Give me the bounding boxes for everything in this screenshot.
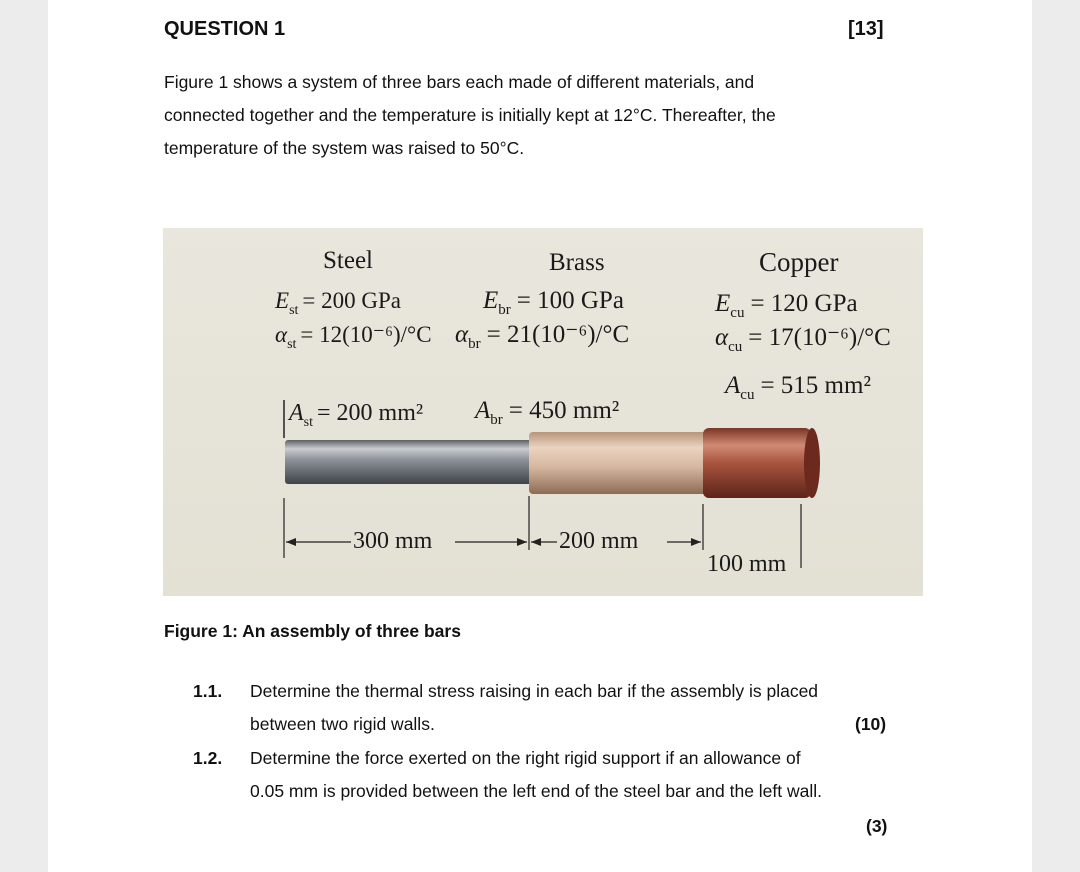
question-intro	[164, 66, 864, 165]
intro-line: temperature of the system was raised to 50°C.	[164, 138, 525, 158]
figure-1-image	[163, 228, 923, 596]
brass-bar	[529, 432, 709, 494]
figure-caption: Figure 1: An assembly of three bars	[164, 621, 461, 641]
subquestion-number: 1.2.	[193, 748, 223, 768]
subquestion-line: between two rigid walls.	[250, 714, 435, 734]
brass-modulus: $E_{br} = 100$ GPa	[483, 287, 624, 318]
dim-arrow	[531, 538, 541, 546]
dim-arrow	[517, 538, 527, 546]
dim-arrow	[691, 538, 701, 546]
steel-bar	[285, 440, 535, 484]
brass-area: $A_{br} = 450$ mm²	[475, 397, 620, 428]
subquestion-text	[250, 742, 890, 808]
copper-bar-end	[804, 428, 820, 498]
dim-100mm: 100 mm	[707, 551, 787, 577]
question-marks: [13]	[848, 18, 884, 40]
subquestion-line: Determine the force exerted on the right rigid support if an allowance of	[250, 748, 801, 768]
dim-200mm: 200 mm	[559, 528, 639, 554]
bar-assembly-diagram	[163, 228, 923, 596]
subquestion-line: Determine the thermal stress raising in each bar if the assembly is placed	[250, 681, 819, 701]
copper-label: Copper	[759, 247, 839, 277]
copper-bar	[703, 428, 811, 498]
subquestion-marks: (10)	[855, 714, 887, 734]
steel-label: Steel	[323, 247, 373, 274]
question-title: QUESTION 1	[164, 18, 286, 40]
brass-label: Brass	[549, 249, 605, 276]
copper-modulus: $E_{cu} = 120$ GPa	[715, 290, 858, 321]
intro-line: connected together and the temperature is initially kept at 12°C. Thereafter, the	[164, 105, 776, 125]
steel-expansion-coefficient: $\alpha_{st} = 12(10^{-6})/^\circ C$	[275, 322, 432, 352]
copper-area: $A_{cu} = 515$ mm²	[725, 372, 871, 403]
subquestion-number: 1.1.	[193, 681, 223, 701]
copper-expansion-coefficient: $\alpha_{cu} = 17(10^{-6})/^\circ C$	[715, 324, 891, 355]
document-page	[48, 0, 1032, 872]
brass-expansion-coefficient: $\alpha_{br} = 21(10^{-6})/^\circ C$	[455, 321, 630, 352]
subquestion-marks: (3)	[866, 816, 888, 836]
steel-modulus: $E_{st} = 200$ GPa	[275, 288, 401, 318]
subquestion-line: 0.05 mm is provided between the left end of the steel bar and the left wall.	[250, 781, 823, 801]
intro-line: Figure 1 shows a system of three bars each made of different materials, and	[164, 72, 755, 92]
dim-300mm: 300 mm	[353, 528, 433, 554]
dim-arrow	[286, 538, 296, 546]
steel-area: $A_{st} = 200$ mm²	[289, 400, 424, 430]
subquestion-text	[250, 675, 890, 741]
